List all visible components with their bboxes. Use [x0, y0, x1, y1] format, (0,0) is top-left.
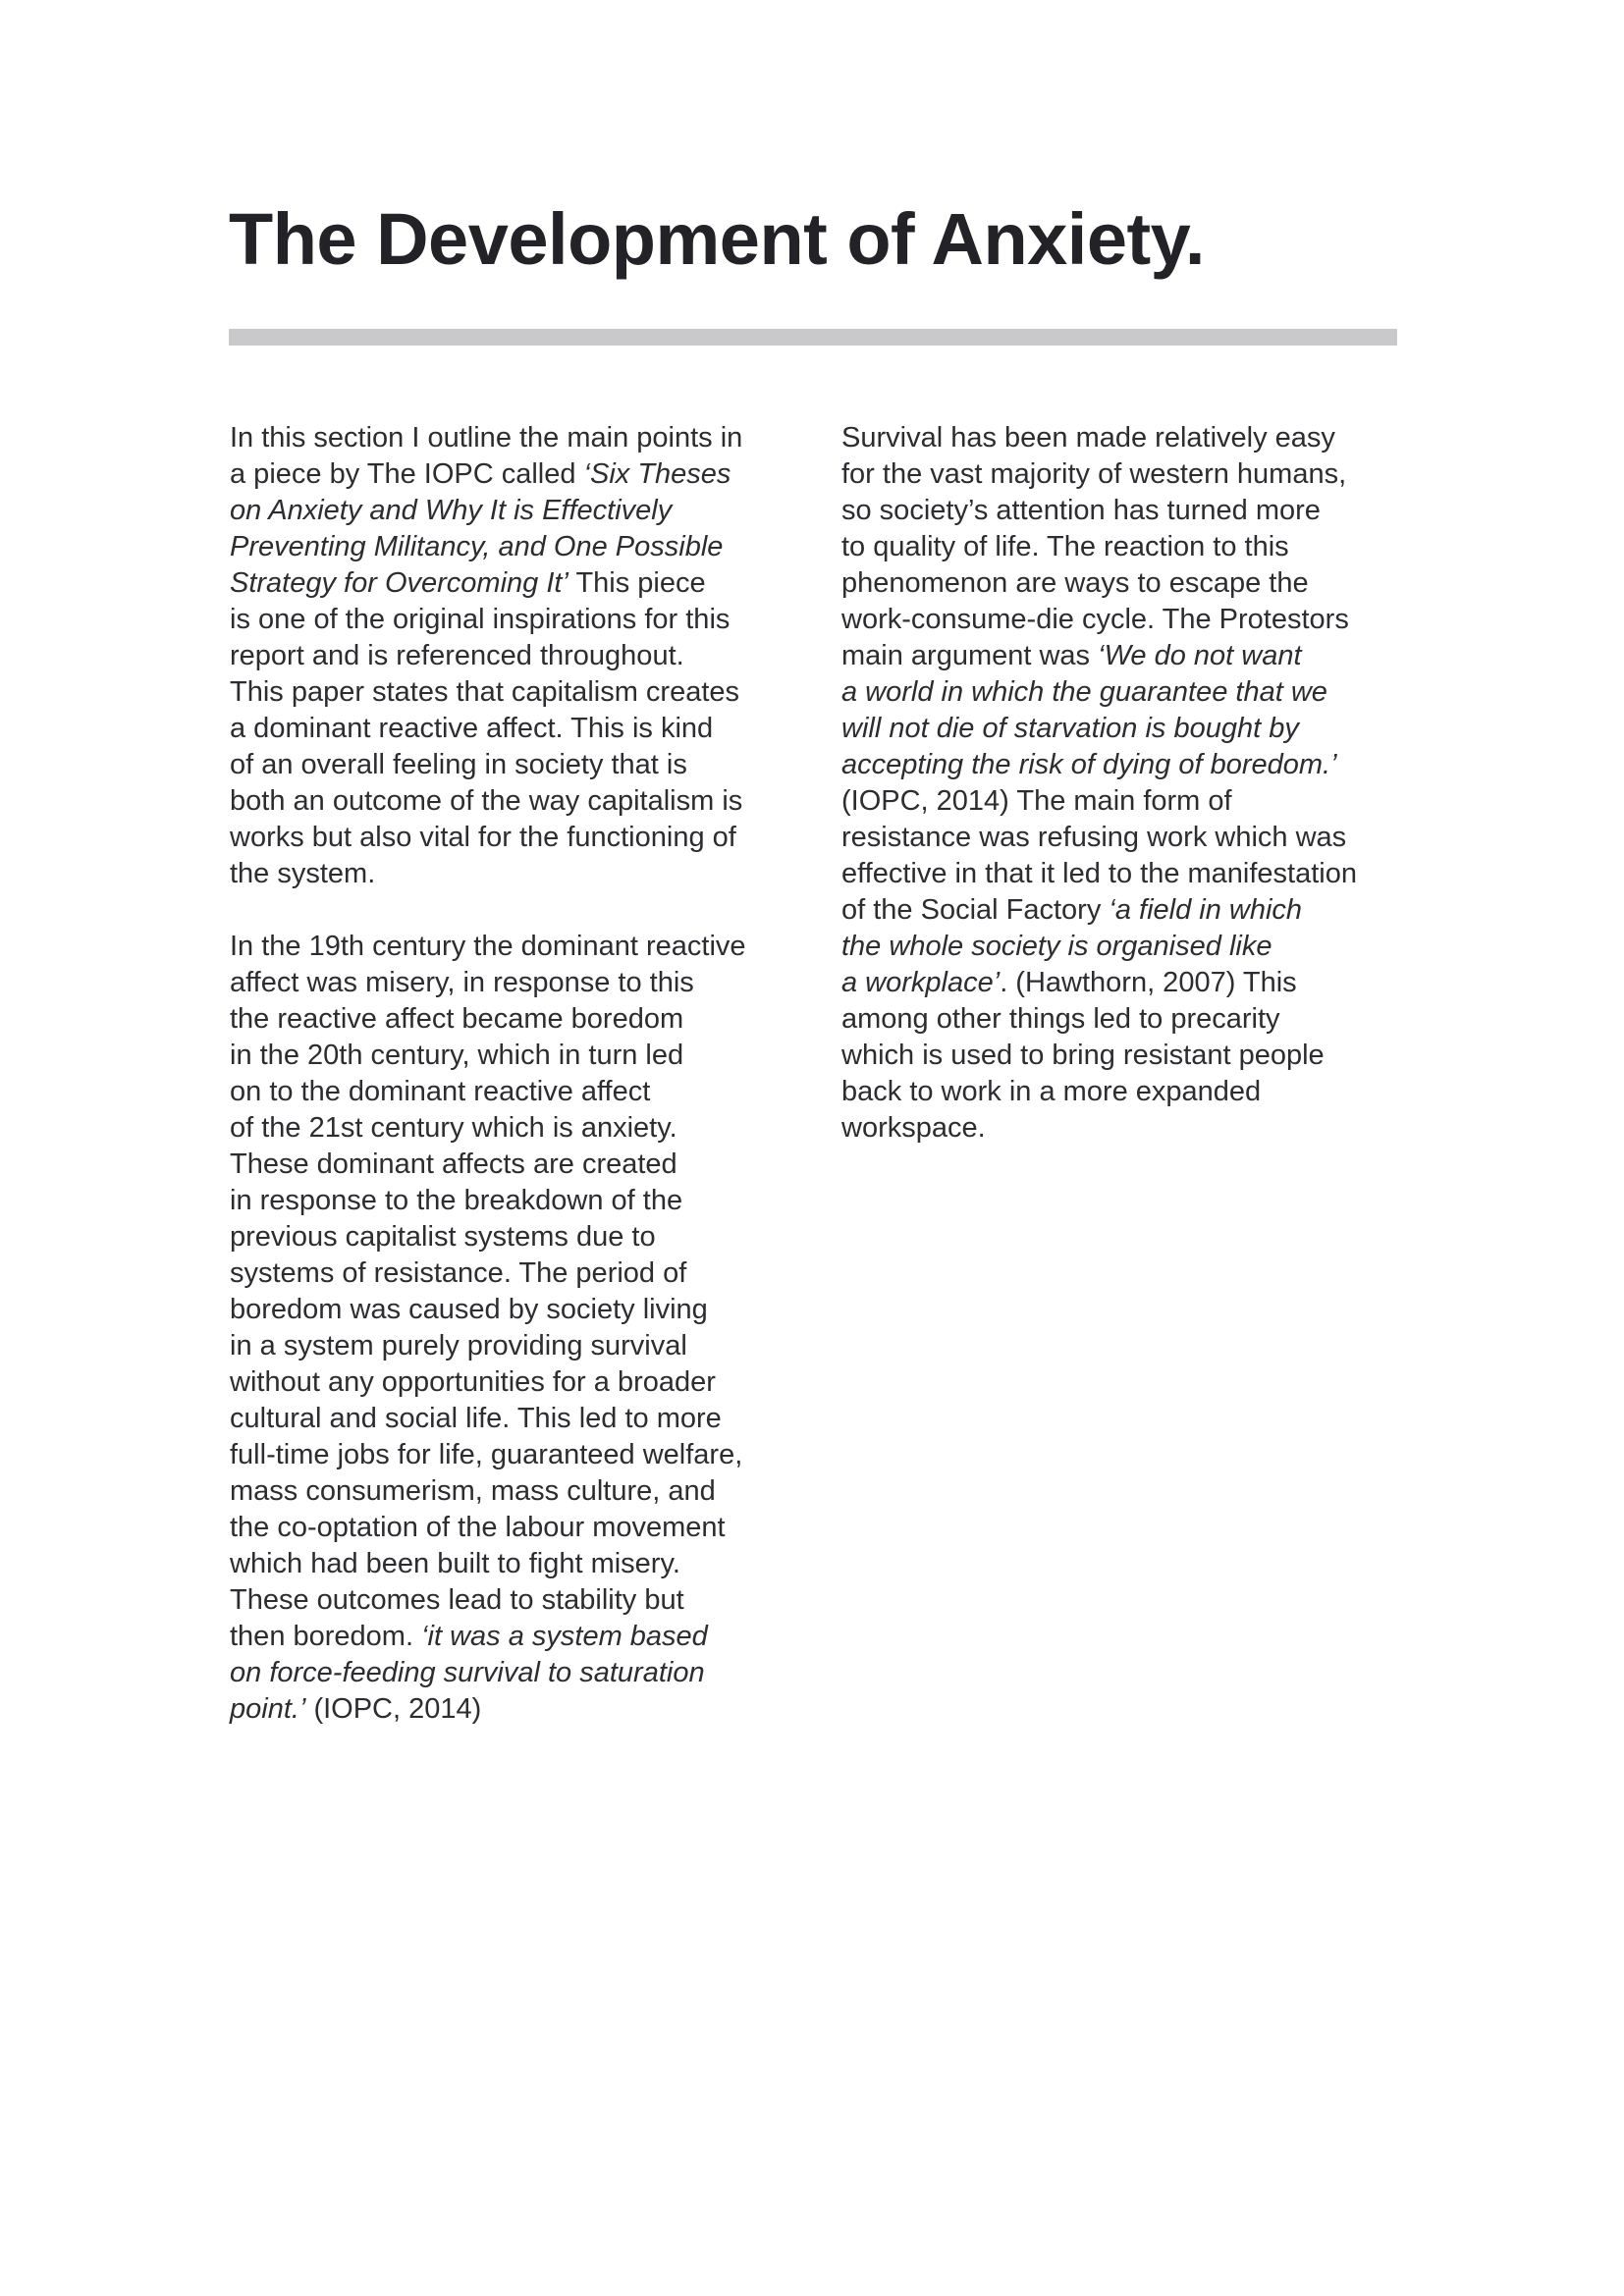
body-text: of the Social Factory	[841, 894, 1110, 926]
text-line	[841, 602, 1411, 638]
text-line	[841, 1110, 1411, 1147]
text-line	[230, 602, 799, 638]
text-line	[230, 1619, 799, 1655]
body-text: in a system purely providing survival	[230, 1330, 687, 1362]
quote-text: ‘We do not want	[1098, 640, 1302, 671]
text-line	[230, 711, 799, 747]
text-line	[230, 747, 799, 783]
text-line	[841, 529, 1411, 565]
quote-text: will not die of starvation is bought by	[841, 713, 1299, 744]
text-line	[230, 1437, 799, 1473]
text-line	[841, 892, 1411, 929]
body-text: work-consume-die cycle. The Protestors	[841, 604, 1349, 635]
text-line	[230, 638, 799, 674]
text-line	[230, 783, 799, 820]
body-text: These outcomes lead to stability but	[230, 1584, 684, 1616]
body-text: In this section I outline the main points in	[230, 422, 743, 454]
body-text: both an outcome of the way capitalism is	[230, 785, 743, 817]
quote-text: ‘it was a system based	[421, 1621, 708, 1652]
body-text: workspace.	[841, 1112, 986, 1144]
body-text: (IOPC, 2014)	[305, 1693, 482, 1725]
body-text: the reactive affect became boredom	[230, 1003, 684, 1035]
text-line	[230, 493, 799, 529]
paragraph	[841, 420, 1411, 1147]
text-line	[841, 456, 1411, 493]
right-column	[841, 420, 1411, 1183]
text-line	[230, 1510, 799, 1546]
body-text: cultural and social life. This led to more	[230, 1403, 722, 1434]
text-line	[841, 565, 1411, 602]
text-line	[230, 1292, 799, 1328]
body-text: to quality of life. The reaction to this	[841, 531, 1289, 562]
quote-text: on Anxiety and Why It is Effectively	[230, 495, 673, 526]
body-text: on to the dominant reactive affect	[230, 1076, 651, 1107]
quote-text: point.’	[230, 1693, 306, 1725]
body-text: report and is referenced throughout.	[230, 640, 684, 671]
body-text: in response to the breakdown of the	[230, 1185, 683, 1216]
body-text: the system.	[230, 858, 376, 889]
body-text: Survival has been made relatively easy	[841, 422, 1335, 454]
body-text: affect was misery, in response to this	[230, 967, 694, 998]
quote-text: on force-feeding survival to saturation	[230, 1657, 705, 1688]
text-line	[230, 1328, 799, 1364]
body-text: phenomenon are ways to escape the	[841, 567, 1309, 599]
body-text: mass consumerism, mass culture, and	[230, 1475, 716, 1507]
text-line	[841, 929, 1411, 965]
text-line	[841, 1074, 1411, 1110]
text-line	[230, 529, 799, 565]
text-line	[230, 456, 799, 493]
body-text: effective in that it led to the manifestation	[841, 858, 1358, 889]
body-text: of an overall feeling in society that is	[230, 749, 687, 780]
body-text: boredom was caused by society living	[230, 1294, 708, 1325]
text-line	[230, 1691, 799, 1728]
text-line	[841, 856, 1411, 892]
body-text: a dominant reactive affect. This is kind	[230, 713, 714, 744]
text-line	[230, 1074, 799, 1110]
body-text: among other things led to precarity	[841, 1003, 1280, 1035]
title-rule	[229, 329, 1397, 346]
body-text: . (Hawthorn, 2007) This	[1000, 967, 1297, 998]
body-text: previous capitalist systems due to	[230, 1221, 656, 1253]
body-text: (IOPC, 2014) The main form of	[841, 785, 1232, 817]
body-text: systems of resistance. The period of	[230, 1257, 687, 1289]
quote-text: accepting the risk of dying of boredom.’	[841, 749, 1337, 780]
text-line	[230, 820, 799, 856]
text-line	[841, 1038, 1411, 1074]
left-column	[230, 420, 799, 1764]
text-line	[230, 1546, 799, 1582]
body-text: full-time jobs for life, guaranteed welfare,	[230, 1439, 743, 1470]
quote-text: ‘Six Theses	[583, 458, 731, 490]
text-line	[841, 747, 1411, 783]
text-line	[230, 565, 799, 602]
body-text: so society’s attention has turned more	[841, 495, 1321, 526]
body-text: a piece by The IOPC called	[230, 458, 584, 490]
text-line	[230, 1110, 799, 1147]
body-text: This paper states that capitalism creates	[230, 676, 740, 708]
body-text: which is used to bring resistant people	[841, 1040, 1325, 1071]
body-text: is one of the original inspirations for this	[230, 604, 731, 635]
body-text: the co-optation of the labour movement	[230, 1512, 726, 1543]
body-text: for the vast majority of western humans,	[841, 458, 1347, 490]
paragraph	[230, 420, 799, 892]
text-line	[230, 929, 799, 965]
quote-text: Strategy for Overcoming It’	[230, 567, 568, 599]
body-text: back to work in a more expanded	[841, 1076, 1262, 1107]
body-text: These dominant affects are created	[230, 1148, 677, 1180]
quote-text: the whole society is organised like	[841, 931, 1272, 962]
body-text: without any opportunities for a broader	[230, 1366, 716, 1398]
text-line	[230, 1473, 799, 1510]
text-line	[841, 493, 1411, 529]
page-title: The Development of Anxiety.	[229, 198, 1205, 280]
body-text: of the 21st century which is anxiety.	[230, 1112, 677, 1144]
quote-text: ‘a field in which	[1109, 894, 1303, 926]
body-text: resistance was refusing work which was	[841, 822, 1347, 853]
text-line	[230, 1582, 799, 1619]
text-line	[230, 674, 799, 711]
text-line	[841, 783, 1411, 820]
text-line	[230, 1038, 799, 1074]
quote-text: a world in which the guarantee that we	[841, 676, 1327, 708]
text-line	[230, 1364, 799, 1401]
body-text: This piece	[568, 567, 706, 599]
text-line	[841, 420, 1411, 456]
body-text: in the 20th century, which in turn led	[230, 1040, 684, 1071]
text-line	[230, 1655, 799, 1691]
text-line	[230, 1183, 799, 1219]
text-line	[230, 1255, 799, 1292]
text-line	[230, 965, 799, 1001]
body-text: In the 19th century the dominant reactive	[230, 931, 746, 962]
quote-text: Preventing Militancy, and One Possible	[230, 531, 724, 562]
text-line	[841, 638, 1411, 674]
text-line	[841, 820, 1411, 856]
text-line	[230, 1147, 799, 1183]
body-text: main argument was	[841, 640, 1099, 671]
body-text: which had been built to fight misery.	[230, 1548, 680, 1579]
text-line	[230, 1219, 799, 1255]
text-line	[841, 711, 1411, 747]
paragraph	[230, 929, 799, 1728]
text-line	[230, 856, 799, 892]
quote-text: a workplace’	[841, 967, 1001, 998]
text-line	[230, 1401, 799, 1437]
text-line	[841, 1001, 1411, 1038]
body-text: works but also vital for the functioning of	[230, 822, 736, 853]
text-line	[230, 420, 799, 456]
text-line	[230, 1001, 799, 1038]
body-text: then boredom.	[230, 1621, 422, 1652]
text-line	[841, 674, 1411, 711]
text-line	[841, 965, 1411, 1001]
